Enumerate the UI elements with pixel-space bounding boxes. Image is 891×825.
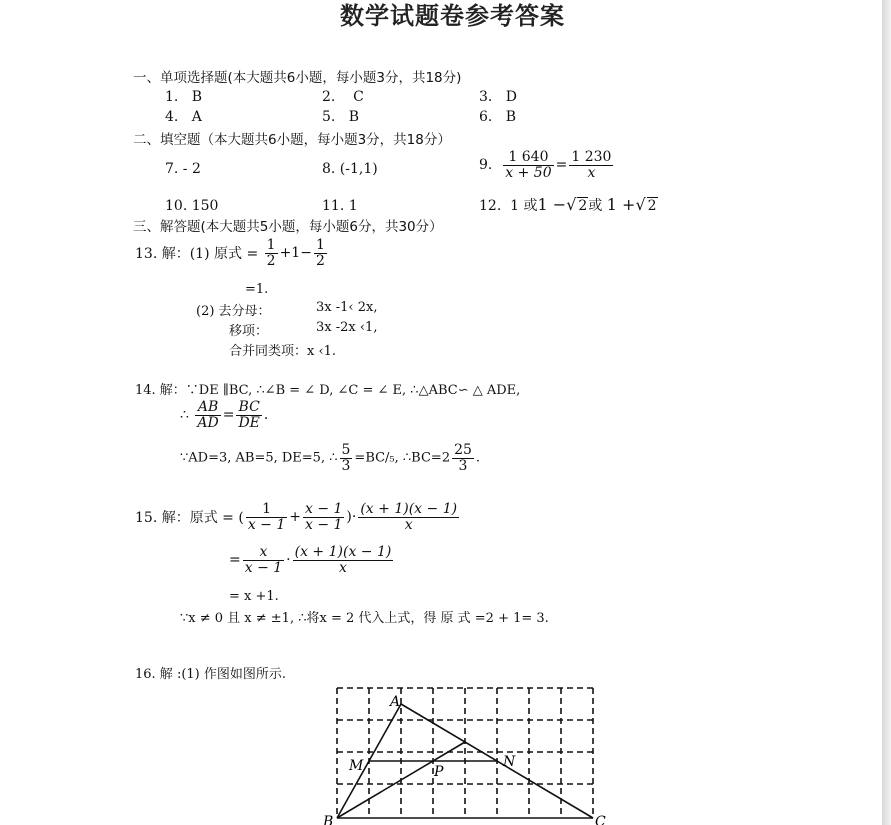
point-label-c: C (595, 814, 606, 825)
q16-heading: 16. 解 :(1) 作图如图所示. (135, 667, 286, 682)
mc-number: 2. (322, 89, 336, 105)
numerator: (x + 1)(x − 1) (360, 501, 458, 517)
mc-answer-4 (165, 109, 202, 125)
period: . (475, 450, 481, 466)
mc-letter: C (353, 89, 364, 105)
fraction (569, 150, 613, 180)
point-label-p: P (434, 764, 444, 780)
mc-answer-2 (322, 89, 364, 105)
denominator: x (587, 164, 596, 181)
fraction (503, 150, 553, 180)
q13-step-label: (2) 去分母： (196, 304, 271, 319)
equals-sign: = (555, 157, 568, 174)
equals-sign: = (222, 407, 235, 424)
numerator: 1 230 (571, 149, 612, 165)
fraction (303, 502, 344, 532)
mc-number: 1. (165, 89, 179, 105)
operator-text: +1− (279, 245, 312, 262)
denominator: 3 (458, 457, 468, 474)
section-3-heading: 三、解答题(本大题共5小题，每小题6分，共30分） (133, 219, 443, 235)
q15-line-1 (135, 502, 461, 532)
numerator: 25 (454, 442, 472, 458)
q13-step-label: 移项： (229, 324, 269, 339)
plus-sign: + (289, 509, 301, 526)
question-number: 9. (479, 157, 493, 174)
q15-line-3: = x +1. (229, 589, 279, 604)
point-label-b: B (323, 814, 334, 825)
denominator: x (339, 559, 347, 576)
numerator: 1 (266, 237, 276, 253)
numerator: x (243, 545, 284, 561)
numerator: (x + 1)(x − 1) (294, 544, 392, 560)
answer-text: 1 − (537, 195, 567, 214)
q14-line-1: 14. 解：∵DE ∥BC, ∴∠B = ∠ D, ∠C = ∠ E, ∴△ABC∽ △ ADE, (135, 383, 521, 398)
mc-letter: B (191, 89, 203, 105)
q14-line-3 (180, 443, 480, 473)
dashed-grid (337, 688, 593, 818)
fill-answer-8: 8. (-1,1) (322, 161, 378, 177)
point-label-a: A (390, 694, 401, 710)
mc-answer-6 (479, 109, 516, 125)
fraction (314, 238, 327, 268)
fill-answer-12 (479, 195, 658, 215)
mc-answer-3 (479, 89, 517, 105)
mc-letter: B (348, 109, 360, 125)
mc-letter: A (191, 109, 202, 125)
question-number: 12. (479, 198, 502, 214)
answer-text: 1 + (606, 195, 636, 214)
q13-result: =1. (245, 282, 269, 297)
sqrt-sign: √ (635, 195, 646, 214)
radicand: 2 (578, 198, 588, 214)
fraction (246, 502, 287, 532)
q13-step-final: 合并同类项：x ‹1. (229, 344, 337, 359)
denominator: AD (197, 414, 219, 431)
q13-step-expr: 3x -1‹ 2x, (316, 300, 378, 315)
q13-step-expr: 3x -2x ‹1, (316, 320, 378, 335)
point-label-m: M (349, 758, 364, 774)
denominator: 3 (341, 457, 351, 474)
q16-grid-figure (320, 680, 610, 825)
q13-head: 13. 解：(1) 原式 = (135, 246, 259, 263)
mc-letter: B (505, 109, 517, 125)
denominator: x − 1 (304, 516, 343, 533)
radicand: 2 (647, 198, 657, 214)
sqrt-sign: √ (566, 195, 577, 214)
denominator: x − 1 (247, 516, 286, 533)
denominator: 2 (315, 252, 325, 269)
dot-operator: · (286, 552, 291, 569)
section-1-heading: 一、单项选择题(本大题共6小题，每小题3分，共18分) (133, 70, 462, 86)
page-title: 数学试题卷参考答案 (340, 2, 565, 30)
numerator: 1 640 (503, 150, 553, 166)
denominator: x + 50 (505, 164, 552, 181)
page-edge (882, 0, 891, 825)
fill-answer-10: 10. 150 (165, 198, 219, 214)
q13-line-1 (135, 238, 329, 268)
fraction (452, 443, 474, 473)
mc-number: 5. (322, 109, 336, 125)
fraction (340, 443, 353, 473)
fill-answer-11: 11. 1 (322, 198, 358, 214)
fill-answer-7: 7. - 2 (165, 161, 201, 177)
therefore-sign: ∴ (180, 407, 189, 424)
q14-line-2 (180, 400, 268, 430)
fraction (236, 400, 261, 430)
equals-sign: = (229, 552, 241, 569)
fraction (293, 545, 394, 575)
denominator: x (404, 516, 413, 533)
point-label-n: N (503, 754, 516, 770)
numerator: BC (236, 400, 261, 416)
numerator: x − 1 (304, 501, 343, 517)
fraction (243, 545, 284, 575)
period: . (263, 407, 269, 424)
numerator: 5 (341, 442, 351, 458)
denominator: DE (238, 414, 260, 431)
mc-number: 4. (165, 109, 179, 125)
denominator: x − 1 (244, 559, 283, 576)
q15-head: 15. 解：原式 = ( (135, 510, 244, 527)
mc-answer-5 (322, 109, 359, 125)
fraction (358, 502, 459, 532)
numerator: AB (195, 400, 220, 416)
answer-text: 1 或 (510, 198, 538, 214)
mc-number: 6. (479, 109, 493, 125)
fraction (265, 238, 278, 268)
q14-text: =BC/₅, ∴BC=2 (354, 450, 451, 466)
numerator: 1 (246, 502, 287, 518)
mc-letter: D (505, 89, 517, 105)
close-paren: )· (346, 509, 357, 526)
fill-answer-9 (479, 150, 615, 180)
denominator: 2 (266, 252, 276, 269)
section-2-heading: 二、填空题（本大题共6小题，每小题3分，共18分） (133, 132, 451, 148)
numerator: 1 (315, 237, 325, 253)
mc-answer-1 (165, 89, 202, 105)
fraction (195, 400, 220, 430)
q15-line-4: ∵x ≠ 0 且 x ≠ ±1, ∴将x = 2 代入上式，得 原 式 =2 + 1= 3. (180, 611, 549, 626)
answer-text: 或 (588, 198, 603, 214)
mc-number: 3. (479, 89, 493, 105)
q15-line-2 (229, 545, 395, 575)
q14-text: ∵AD=3, AB=5, DE=5, ∴ (180, 450, 338, 466)
